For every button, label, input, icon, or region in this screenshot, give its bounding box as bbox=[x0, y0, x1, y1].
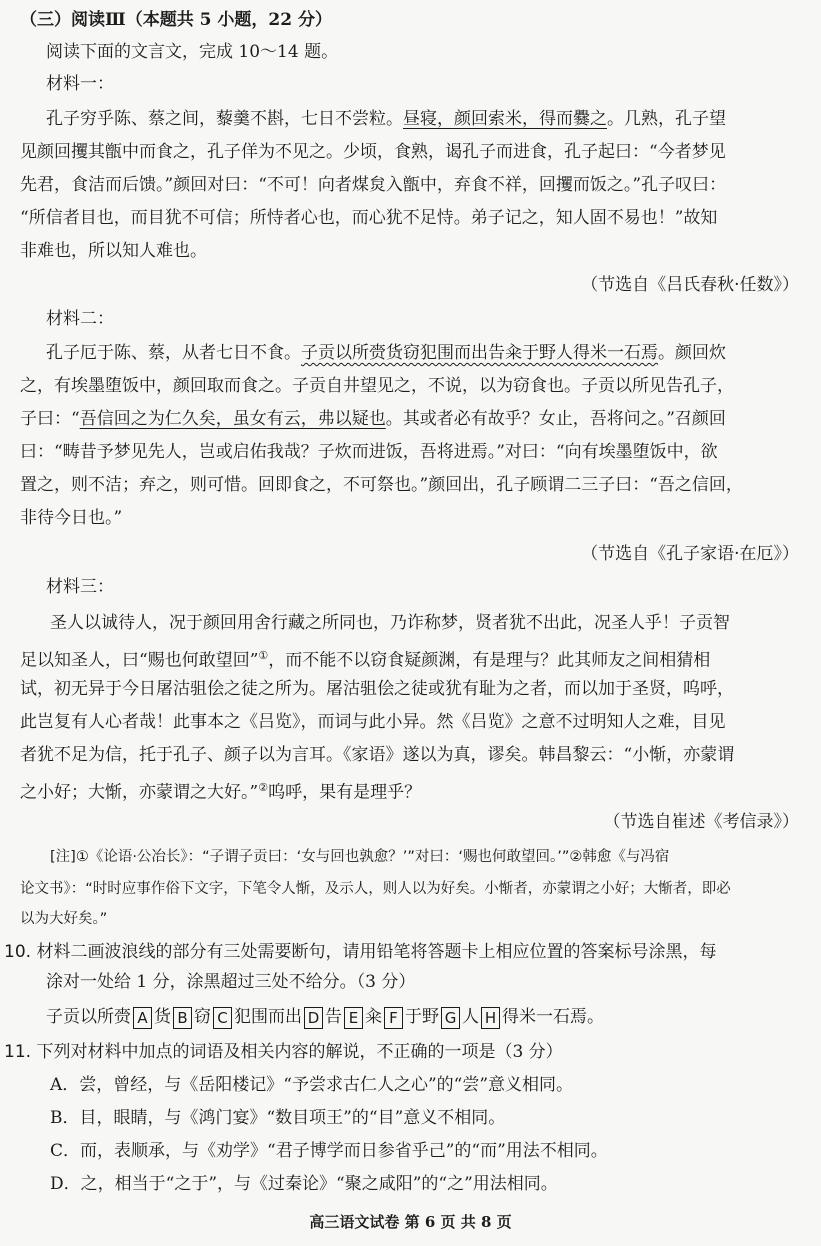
material1-line-5: 非难也，所以知人难也。 bbox=[20, 241, 207, 261]
material2-text: 子曰：“ bbox=[20, 409, 80, 429]
material2-line-3 bbox=[20, 407, 726, 431]
answer-box-a[interactable]: A bbox=[133, 1007, 152, 1029]
material2-text: 。颜回炊 bbox=[658, 343, 726, 363]
material2-line-2: 之，有埃墨堕饭中，颜回取而食之。子贡自井望见之，不说，以为窃食也。子贡以所见告孔子， bbox=[20, 376, 734, 396]
material3-text: 足以知圣人，曰“赐也何敢望回” bbox=[20, 650, 259, 671]
option-d[interactable]: D．之，相当于“之于”，与《过秦论》“聚之咸阳”的“之”用法相同。 bbox=[50, 1174, 558, 1194]
material2-text: 。其或者必有故乎？女止，吾将问之。”召颜回 bbox=[385, 409, 726, 429]
answer-box-g[interactable]: G bbox=[441, 1007, 460, 1029]
answer-box-c[interactable]: C bbox=[213, 1007, 232, 1029]
question-number: 10. bbox=[4, 942, 32, 962]
question-10 bbox=[4, 940, 716, 964]
material1-source: （节选自《吕氏春秋·任数》） bbox=[581, 275, 799, 295]
answer-box-b[interactable]: B bbox=[173, 1007, 192, 1029]
material2-wavy-text: 子贡以所赍货窃犯围而出告籴于野人得米一石焉 bbox=[301, 343, 658, 363]
segment: 货 bbox=[154, 1007, 171, 1027]
answer-box-f[interactable]: F bbox=[384, 1007, 403, 1029]
footnote-ref-2: ② bbox=[258, 781, 269, 794]
material3-line-1: 圣人以诚待人，况于颜回用舍行藏之所同也，乃诈称梦，贤者犹不出此，况圣人乎！子贡智 bbox=[50, 613, 730, 633]
material1-line-1 bbox=[20, 107, 726, 131]
material2-label: 材料二： bbox=[46, 309, 114, 329]
material3-line-6 bbox=[20, 776, 421, 805]
segment: 告 bbox=[325, 1007, 342, 1027]
material2-underlined: 吾信回之为仁久矣，虽女有云，弗以疑也 bbox=[79, 409, 386, 429]
question-10-stem: 材料二画波浪线的部分有三处需要断句，请用铅笔将答题卡上相应位置的答案标号涂黑，每 bbox=[36, 942, 717, 962]
question-11 bbox=[4, 1040, 563, 1064]
material3-text: ，而不能不以窃食疑颜渊，有是理与？此其师友之间相猜相 bbox=[268, 650, 711, 671]
page-footer: 高三语文试卷 第 6 页 共 8 页 bbox=[309, 1213, 512, 1231]
answer-box-h[interactable]: H bbox=[481, 1007, 500, 1029]
segment: 得米一石焉。 bbox=[502, 1007, 604, 1027]
material3-source: （节选自崔述《考信录》） bbox=[603, 812, 799, 832]
answer-box-d[interactable]: D bbox=[304, 1007, 323, 1029]
material3-line-3: 试，初无异于今日屠沽驵侩之徒之所为。屠沽驵侩之徒或犹有耻为之者，而以加于圣贤，呜呼， bbox=[20, 679, 734, 699]
segment: 人 bbox=[462, 1007, 479, 1027]
material1-line-2: 见颜回攫其甑中而食之，孔子佯为不见之。少顷，食熟，谒孔子而进食，孔子起曰：“今者梦见 bbox=[20, 142, 726, 162]
segment: 犯围而出 bbox=[234, 1007, 302, 1027]
material2-line-1 bbox=[20, 341, 726, 365]
segment: 于野 bbox=[405, 1007, 439, 1027]
option-a[interactable]: A．尝，曾经，与《岳阳楼记》“予尝求古仁人之心”的“尝”意义相同。 bbox=[50, 1075, 574, 1095]
material3-line-5: 者犹不足为信，托于孔子、颜子以为言耳。《家语》遂以为真，谬矣。韩昌黎云：“小惭，亦蒙谓 bbox=[20, 745, 735, 765]
material1-text: 孔子穷乎陈、蔡之间，藜羹不斟，七日不尝粒。 bbox=[46, 109, 403, 129]
note-line-2: 论文书》：“时时应事作俗下文字，下笔令人惭，及示人，则人以为好矣。小惭者，亦蒙谓之小好；大惭者，即必 bbox=[20, 881, 731, 897]
option-b[interactable]: B．目，眼睛，与《鸿门宴》“数目项王”的“目”意义不相同。 bbox=[50, 1108, 506, 1128]
section-instruction: 阅读下面的文言文，完成 10～14 题。 bbox=[46, 42, 339, 62]
footnote-ref-1: ① bbox=[258, 649, 269, 662]
question-10-options bbox=[46, 1005, 604, 1029]
segment: 子贡以所赍 bbox=[46, 1007, 131, 1027]
segment: 窃 bbox=[194, 1007, 211, 1027]
question-10-line-2: 涂对一处给 1 分，涂黑超过三处不给分。（3 分） bbox=[46, 972, 416, 992]
question-11-stem: 下列对材料中加点的词语及相关内容的解说，不正确的一项是（3 分） bbox=[36, 1042, 563, 1062]
material3-line-4: 此岂复有人心者哉！此事本之《吕览》，而词与此小异。然《吕览》之意不过明知人之难，目见 bbox=[20, 712, 726, 732]
segment: 籴 bbox=[365, 1007, 382, 1027]
material3-text: 呜呼，果有是理乎？ bbox=[268, 782, 422, 803]
material1-label: 材料一： bbox=[46, 74, 114, 94]
material2-line-5: 置之，则不洁；弃之，则可惜。回即食之，不可祭也。”颜回出，孔子顾谓二三子曰：“吾之信回， bbox=[20, 475, 743, 495]
note-line-3: 以为大好矣。” bbox=[20, 911, 108, 927]
answer-box-e[interactable]: E bbox=[344, 1007, 363, 1029]
material2-source: （节选自《孔子家语·在厄》） bbox=[581, 544, 799, 564]
material2-line-4: 曰：“畴昔予梦见先人，岂或启佑我哉？子炊而进饭，吾将进焉。”对曰：“向有埃墨堕饭中，欲 bbox=[20, 442, 718, 462]
material1-text: 。几熟，孔子望 bbox=[607, 109, 726, 129]
material2-line-6: 非待今日也。” bbox=[20, 508, 123, 528]
option-c[interactable]: C．而，表顺承，与《劝学》“君子博学而日参省乎己”的“而”用法不相同。 bbox=[50, 1141, 608, 1161]
material1-line-4: “所信者目也，而目犹不可信；所恃者心也，而心犹不足恃。弟子记之，知人固不易也！”故知 bbox=[20, 208, 718, 228]
question-number: 11. bbox=[4, 1042, 32, 1062]
material3-line-2 bbox=[20, 644, 710, 673]
material2-text: 孔子厄于陈、蔡，从者七日不食。 bbox=[46, 343, 301, 363]
material1-underlined: 昼寝，颜回索米，得而爨之 bbox=[403, 109, 607, 129]
section-title: （三）阅读Ⅲ（本题共 5 小题，22 分） bbox=[20, 10, 332, 30]
material1-line-3: 先君，食洁而后馈。”颜回对曰：“不可！向者煤炱入甑中，弃食不祥，回攫而饭之。”孔子叹曰： bbox=[20, 175, 727, 195]
material3-text: 之小好；大惭，亦蒙谓之大好。” bbox=[20, 782, 259, 803]
material3-label: 材料三： bbox=[46, 577, 114, 597]
note-line-1: [注]①《论语·公冶长》：“子谓子贡曰：‘女与回也孰愈？’”对曰：‘赐也何敢望回。’”②韩愈《与冯宿 bbox=[50, 849, 670, 865]
